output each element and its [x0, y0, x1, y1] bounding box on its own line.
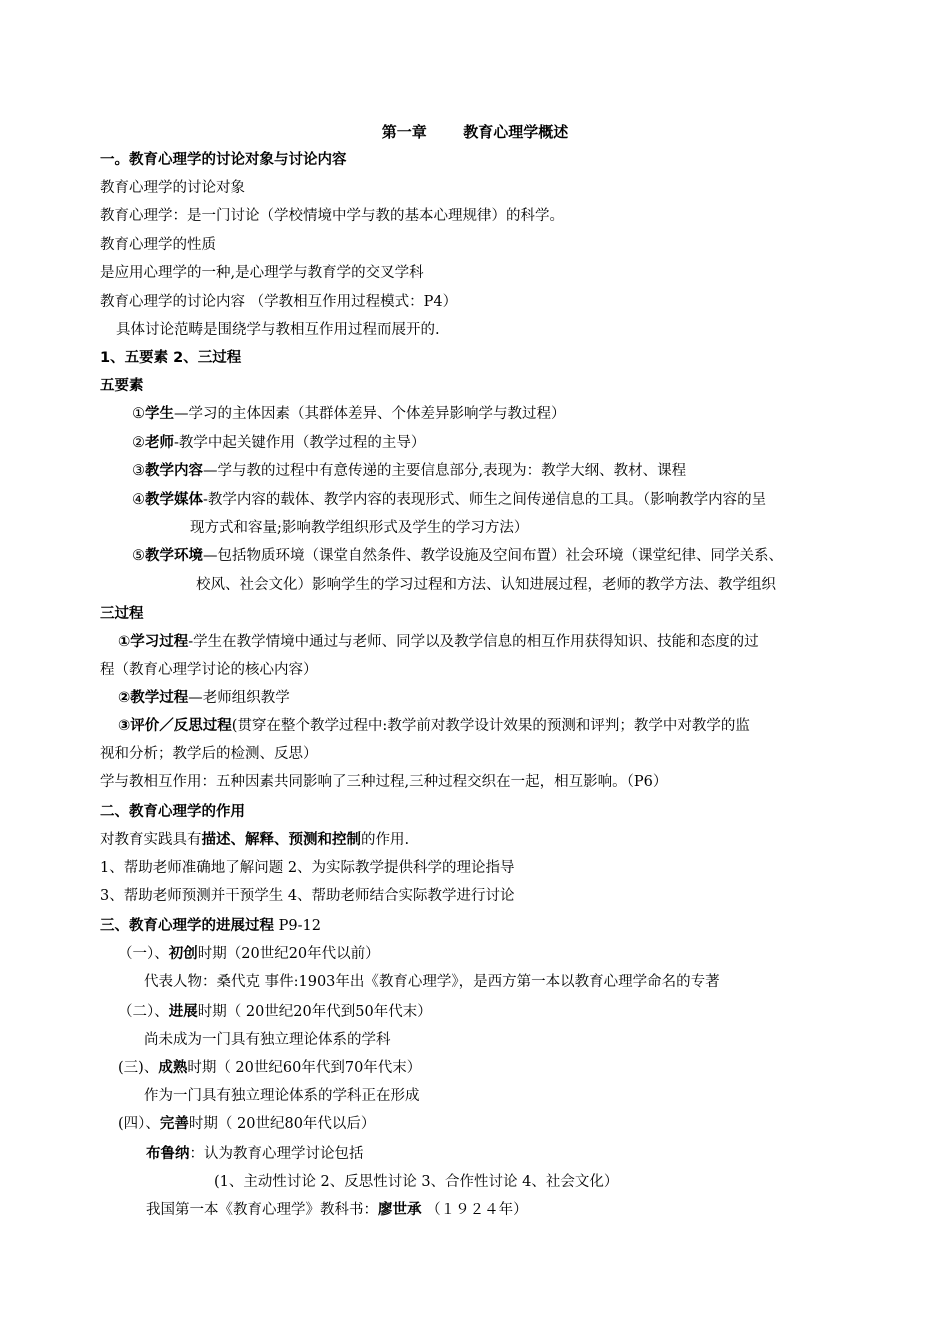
text-span: 是应用心理学的一种,是心理学与教育学的交叉学科 [100, 265, 424, 281]
bold-text: 二、教育心理学的作用 [100, 804, 245, 820]
text-span: —老师组织教学 [188, 690, 290, 706]
text-span: 学与教相互作用：五种因素共同影响了三种过程,三种过程交织在一起，相互影响。（P6） [100, 774, 668, 790]
text-line [132, 404, 880, 424]
text-span: (四）、 [118, 1116, 160, 1132]
text-span: （二）、 [118, 1004, 169, 1020]
text-line [100, 348, 880, 368]
text-span: ⑤ [132, 548, 145, 564]
text-line [100, 660, 880, 680]
text-span: -学生在教学情境中通过与老师、同学以及教学信息的相互作用获得知识、技能和态度的过 [188, 634, 759, 650]
text-span: 教育心理学的讨论内容 （学教相互作用过程模式：P4） [100, 294, 458, 310]
text-span: 代表人物：桑代克 事件:1903年出《教育心理学》，是西方第一本以教育心理学命名的专著 [144, 974, 720, 990]
bold-text: 学生 [145, 406, 174, 422]
text-span: ② [132, 435, 145, 451]
text-line [100, 376, 880, 396]
text-line [100, 772, 880, 792]
text-line [118, 1114, 880, 1134]
text-line [144, 1030, 880, 1050]
text-span: 时期（ 20世纪60年代到70年代末） [187, 1060, 422, 1076]
bold-text: 布鲁纳 [146, 1146, 190, 1162]
text-line [118, 632, 880, 652]
text-span: —学习的主体因素（其群体差异、个体差异影响学与教过程） [174, 406, 566, 422]
text-span: (1、主动性讨论 2、反思性讨论 3、合作性讨论 4、社会文化） [214, 1174, 619, 1190]
text-span: 程（教育心理学讨论的核心内容） [100, 662, 318, 678]
text-span: 时期（ 20世纪80年代以后） [188, 1116, 376, 1132]
text-line [144, 972, 880, 992]
text-span: 的作用. [361, 832, 410, 848]
text-line [118, 688, 880, 708]
text-span: —包括物质环境（课堂自然条件、教学设施及空间布置）社会环境（课堂纪律、同学关系、 [203, 548, 783, 564]
text-span: 教育心理学的讨论对象 [100, 180, 245, 196]
text-span: ④ [132, 492, 145, 508]
text-span: （１９２４年） [421, 1202, 528, 1218]
text-line [100, 802, 880, 822]
text-line [100, 263, 880, 283]
text-line [100, 916, 880, 936]
text-span: -教学中起关键作用（教学过程的主导） [174, 435, 426, 451]
bold-text: ①学习过程 [118, 634, 189, 650]
text-line [100, 150, 880, 170]
text-line [196, 575, 880, 595]
text-line [118, 716, 880, 736]
text-line [132, 461, 880, 481]
bold-text: 教学媒体 [145, 492, 203, 508]
bold-text: 描述、解释、预测和控制 [201, 832, 361, 848]
bold-text: 教学内容 [145, 463, 203, 479]
bold-text: 进展 [168, 1004, 198, 1020]
text-span: 现方式和容量;影响教学组织形式及学生的学习方法） [190, 520, 529, 536]
text-line [100, 858, 880, 878]
text-span: 尚未成为一门具有独立理论体系的学科 [144, 1032, 391, 1048]
text-line [132, 433, 880, 453]
text-span: 教育心理学的性质 [100, 237, 216, 253]
text-span: 我国第一本《教育心理学》教科书： [146, 1202, 378, 1218]
text-span: 对教育实践具有 [100, 832, 202, 848]
text-span: ③ [132, 463, 145, 479]
text-line [100, 830, 880, 850]
text-span: ：认为教育心理学讨论包括 [189, 1146, 364, 1162]
text-span: (贯穿在整个教学过程中:教学前对教学设计效果的预测和评判；教学中对教学的监 [231, 718, 750, 734]
bold-text: 五要素 [100, 378, 144, 394]
bold-text: 老师 [145, 435, 174, 451]
bold-text: 一。教育心理学的讨论对象与讨论内容 [100, 152, 347, 168]
text-line [144, 1086, 880, 1106]
bold-text: 成熟 [158, 1060, 188, 1076]
text-line [132, 546, 880, 566]
text-span: ① [132, 406, 145, 422]
bold-text: ②教学过程 [118, 690, 189, 706]
text-line [118, 1058, 880, 1078]
text-line [214, 1172, 880, 1192]
text-span: -教学内容的载体、教学内容的表现形式、师生之间传递信息的工具。（影响教学内容的呈 [203, 492, 767, 508]
text-span: 具体讨论范畴是围绕学与教相互作用过程而展开的. [116, 322, 440, 338]
text-span: P9-12 [274, 918, 321, 934]
text-line [190, 518, 880, 538]
text-span: 1、帮助老师准确地了解问题 2、为实际教学提供科学的理论指导 [100, 860, 515, 876]
text-line [116, 320, 880, 340]
text-line [118, 944, 880, 964]
text-line [146, 1200, 880, 1220]
text-line [100, 206, 880, 226]
bold-text: 初创 [168, 946, 198, 962]
text-line [100, 235, 880, 255]
text-span: 视和分析；教学后的检测、反思） [100, 746, 318, 762]
bold-text: 三、教育心理学的进展过程 [100, 918, 274, 934]
text-line [118, 1002, 880, 1022]
text-line [132, 490, 880, 510]
text-span: （一）、 [118, 946, 169, 962]
text-span: (三)、 [118, 1060, 159, 1076]
bold-text: 廖世承 [378, 1202, 422, 1218]
text-span: 时期（ 20世纪20年代到50年代末） [197, 1004, 432, 1020]
text-line [146, 1144, 880, 1164]
text-line [100, 292, 880, 312]
bold-text: 教学环境 [145, 548, 203, 564]
text-span: 时期（20世纪20年代以前） [197, 946, 380, 962]
bold-text: 三过程 [100, 606, 144, 622]
text-span: 作为一门具有独立理论体系的学科正在形成 [144, 1088, 420, 1104]
text-line [100, 604, 880, 624]
bold-text: 1、五要素 2、三过程 [100, 350, 242, 366]
text-line [100, 886, 880, 906]
text-line [100, 178, 880, 198]
bold-text: ③评价／反思过程 [118, 718, 232, 734]
text-line [100, 744, 880, 764]
text-span: —学与教的过程中有意传递的主要信息部分,表现为：教学大纲、教材、课程 [203, 463, 687, 479]
bold-text: 完善 [159, 1116, 189, 1132]
text-span: 校风、社会文化）影响学生的学习过程和方法、认知进展过程，老师的教学方法、教学组织 [196, 577, 776, 593]
chapter-title: 第一章 教育心理学概述 [381, 123, 569, 141]
text-span: 教育心理学：是一门讨论（学校情境中学与教的基本心理规律）的科学。 [100, 208, 564, 224]
text-span: 3、帮助老师预测并干预学生 4、帮助老师结合实际教学进行讨论 [100, 888, 515, 904]
